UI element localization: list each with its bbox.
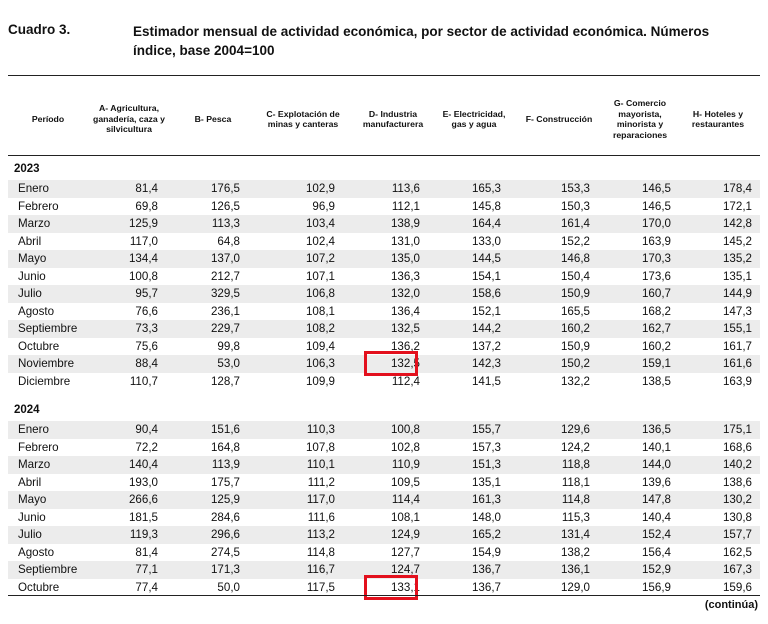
period-cell: Agosto (18, 304, 55, 318)
value-cell: 168,6 (722, 440, 752, 454)
value-cell: 124,9 (390, 528, 420, 541)
value-cell: 111,6 (307, 510, 335, 524)
value-cell: 81,4 (135, 545, 158, 559)
value-cell: 73,3 (135, 322, 158, 335)
period-cell: Abril (18, 475, 42, 489)
value-cell: 144,2 (471, 322, 501, 335)
value-cell: 133,0 (471, 234, 501, 248)
value-cell: 147,8 (641, 493, 671, 506)
value-cell: 125,9 (210, 493, 240, 506)
value-cell: 165,5 (560, 304, 590, 318)
value-cell: 119,3 (129, 528, 158, 541)
value-cell: 150,4 (560, 269, 590, 283)
period-cell: Enero (18, 182, 49, 195)
value-cell: 142,8 (722, 217, 752, 230)
period-cell: Marzo (18, 217, 51, 230)
value-cell: 150,2 (560, 357, 590, 370)
value-cell: 114,4 (391, 493, 420, 506)
value-cell: 161,4 (560, 217, 590, 230)
value-cell: 137,0 (210, 252, 240, 265)
period-cell: Febrero (18, 199, 59, 213)
value-cell: 133,1 (390, 580, 420, 594)
table-row (8, 439, 760, 457)
value-cell: 157,3 (471, 440, 501, 454)
value-cell: 150,9 (560, 287, 590, 300)
value-cell: 145,8 (471, 199, 501, 213)
value-cell: 162,5 (722, 545, 752, 559)
value-cell: 124,7 (390, 563, 420, 576)
value-cell: 114,8 (306, 545, 335, 559)
value-cell: 126,5 (210, 199, 240, 213)
value-cell: 136,7 (471, 580, 501, 594)
bottom-rule (8, 595, 760, 596)
value-cell: 53,0 (217, 357, 240, 370)
value-cell: 50,0 (217, 580, 240, 594)
value-cell: 153,3 (560, 182, 590, 195)
value-cell: 142,3 (471, 357, 501, 370)
header-mineria: C- Explotación de minas y canteras (266, 108, 340, 129)
value-cell: 130,8 (722, 510, 752, 524)
value-cell: 132,2 (560, 374, 590, 388)
value-cell: 150,9 (560, 339, 590, 353)
period-cell: Junio (18, 510, 46, 524)
value-cell: 136,4 (390, 304, 420, 318)
value-cell: 157,7 (722, 528, 752, 541)
value-cell: 147,3 (722, 304, 752, 318)
table-title: Estimador mensual de actividad económica, por sector de actividad económica. Números índice, base 2004=100 (133, 24, 710, 58)
value-cell: 109,9 (305, 374, 335, 388)
value-cell: 102,9 (305, 182, 335, 195)
value-cell: 163,9 (722, 374, 752, 388)
value-cell: 135,2 (722, 252, 752, 265)
header-hoteles: H- Hoteles y restaurantes (691, 108, 745, 129)
value-cell: 110,3 (306, 423, 335, 436)
value-cell: 115,3 (561, 510, 590, 524)
value-cell: 113,2 (306, 528, 335, 541)
period-cell: Mayo (18, 252, 47, 265)
value-cell: 108,1 (305, 304, 335, 318)
value-cell: 132,0 (390, 287, 420, 300)
value-cell: 124,2 (560, 440, 590, 454)
value-cell: 152,1 (471, 304, 501, 318)
value-cell: 107,2 (305, 252, 335, 265)
value-cell: 96,9 (312, 199, 335, 213)
value-cell: 160,2 (641, 339, 671, 353)
value-cell: 140,2 (722, 458, 752, 471)
table-row (8, 215, 760, 233)
table-row (8, 268, 760, 286)
value-cell: 113,6 (391, 182, 420, 195)
value-cell: 136,3 (390, 269, 420, 283)
value-cell: 99,8 (217, 339, 240, 353)
value-cell: 117,0 (129, 234, 158, 248)
value-cell: 161,3 (471, 493, 501, 506)
value-cell: 150,3 (560, 199, 590, 213)
value-cell: 140,4 (641, 510, 671, 524)
value-cell: 155,1 (722, 322, 752, 335)
value-cell: 110,7 (129, 374, 158, 388)
table-row (8, 285, 760, 303)
value-cell: 127,7 (390, 545, 420, 559)
value-cell: 135,1 (722, 269, 752, 283)
value-cell: 138,9 (390, 217, 420, 230)
value-cell: 154,9 (471, 545, 501, 559)
value-cell: 138,6 (722, 475, 752, 489)
table-row (8, 303, 760, 321)
value-cell: 140,1 (641, 440, 671, 454)
value-cell: 229,7 (210, 322, 240, 335)
header-construccion: F- Construcción (525, 113, 593, 124)
value-cell: 102,8 (390, 440, 420, 454)
period-cell: Septiembre (18, 563, 78, 576)
value-cell: 296,6 (210, 528, 240, 541)
value-cell: 113,3 (211, 217, 240, 230)
period-cell: Agosto (18, 545, 55, 559)
value-cell: 165,2 (471, 528, 501, 541)
value-cell: 171,3 (210, 563, 240, 576)
value-cell: 112,4 (391, 374, 420, 388)
value-cell: 77,4 (135, 580, 158, 594)
value-cell: 107,8 (305, 440, 335, 454)
period-cell: Julio (18, 528, 42, 541)
table-row (8, 456, 760, 474)
value-cell: 144,5 (471, 252, 501, 265)
period-cell: Septiembre (18, 322, 78, 335)
table-row (8, 474, 760, 492)
value-cell: 134,4 (128, 252, 158, 265)
value-cell: 274,5 (210, 545, 240, 559)
value-cell: 132,5 (390, 322, 420, 335)
value-cell: 175,1 (722, 423, 752, 436)
value-cell: 95,7 (135, 287, 158, 300)
value-cell: 170,0 (641, 217, 671, 230)
value-cell: 129,0 (560, 580, 590, 594)
value-cell: 114,8 (561, 493, 590, 506)
value-cell: 113,9 (211, 458, 240, 471)
table-header (8, 90, 760, 148)
value-cell: 236,1 (210, 304, 240, 318)
value-cell: 167,3 (722, 563, 752, 576)
period-cell: Enero (18, 423, 49, 436)
value-cell: 118,1 (561, 475, 590, 489)
period-cell: Octubre (18, 339, 60, 353)
value-cell: 151,6 (210, 423, 240, 436)
value-cell: 148,0 (471, 510, 501, 524)
header-periodo: Período (31, 113, 65, 124)
value-cell: 152,4 (641, 528, 671, 541)
value-cell: 125,9 (128, 217, 158, 230)
table-row (8, 180, 760, 198)
value-cell: 146,8 (560, 252, 590, 265)
value-cell: 102,4 (305, 234, 335, 248)
value-cell: 159,6 (722, 580, 752, 594)
value-cell: 161,7 (722, 339, 752, 353)
table-row (8, 233, 760, 251)
value-cell: 146,5 (641, 199, 671, 213)
value-cell: 172,1 (722, 199, 752, 213)
value-cell: 75,6 (135, 339, 158, 353)
value-cell: 88,4 (135, 357, 158, 370)
value-cell: 129,6 (560, 423, 590, 436)
value-cell: 131,4 (560, 528, 590, 541)
period-cell: Abril (18, 234, 42, 248)
value-cell: 162,7 (641, 322, 671, 335)
header-comercio: G- Comercio mayorista, minorista y reparaciones (612, 98, 668, 140)
period-cell: Diciembre (18, 374, 71, 388)
value-cell: 137,2 (471, 339, 501, 353)
header-pesca: B- Pesca (194, 113, 232, 124)
value-cell: 158,6 (471, 287, 501, 300)
value-cell: 110,1 (306, 458, 335, 471)
value-cell: 181,5 (128, 510, 158, 524)
value-cell: 136,2 (390, 339, 420, 353)
value-cell: 140,4 (128, 458, 158, 471)
value-cell: 135,0 (390, 252, 420, 265)
value-cell: 64,8 (217, 234, 240, 248)
value-cell: 176,5 (210, 182, 240, 195)
value-cell: 160,2 (560, 322, 590, 335)
table-row (8, 421, 760, 439)
table-row (8, 250, 760, 268)
value-cell: 111,2 (307, 475, 335, 489)
value-cell: 154,1 (471, 269, 501, 283)
value-cell: 76,6 (135, 304, 158, 318)
table-row (8, 198, 760, 216)
value-cell: 138,5 (641, 374, 671, 388)
table-row (8, 320, 760, 338)
value-cell: 151,3 (471, 458, 501, 471)
value-cell: 131,0 (390, 234, 420, 248)
value-cell: 77,1 (135, 563, 158, 576)
value-cell: 159,1 (641, 357, 671, 370)
value-cell: 132,5 (390, 357, 420, 370)
period-cell: Julio (18, 287, 42, 300)
value-cell: 135,1 (471, 475, 501, 489)
value-cell: 81,4 (135, 182, 158, 195)
highlight-box (364, 351, 418, 376)
period-cell: Mayo (18, 493, 47, 506)
table-row (8, 544, 760, 562)
value-cell: 170,3 (641, 252, 671, 265)
value-cell: 109,4 (305, 339, 335, 353)
value-cell: 164,8 (210, 440, 240, 454)
value-cell: 112,1 (391, 199, 420, 213)
value-cell: 178,4 (722, 182, 752, 195)
value-cell: 103,4 (305, 217, 335, 230)
value-cell: 128,7 (210, 374, 240, 388)
table-number: Cuadro 3. (8, 22, 71, 37)
value-cell: 108,1 (390, 510, 420, 524)
value-cell: 136,5 (641, 423, 671, 436)
value-cell: 155,7 (471, 423, 501, 436)
year-label: 2024 (14, 404, 40, 416)
value-cell: 118,8 (561, 458, 590, 471)
value-cell: 116,7 (306, 563, 335, 576)
table-row (8, 491, 760, 509)
value-cell: 152,9 (641, 563, 671, 576)
value-cell: 100,8 (128, 269, 158, 283)
value-cell: 138,2 (560, 545, 590, 559)
value-cell: 108,2 (305, 322, 335, 335)
header-electricidad: E- Electricidad, gas y agua (442, 108, 506, 129)
value-cell: 90,4 (135, 423, 158, 436)
value-cell: 144,0 (641, 458, 671, 471)
value-cell: 139,6 (641, 475, 671, 489)
value-cell: 130,2 (722, 493, 752, 506)
value-cell: 100,8 (390, 423, 420, 436)
value-cell: 329,5 (210, 287, 240, 300)
value-cell: 156,4 (641, 545, 671, 559)
value-cell: 109,5 (390, 475, 420, 489)
value-cell: 110,9 (391, 458, 420, 471)
value-cell: 168,2 (641, 304, 671, 318)
period-cell: Marzo (18, 458, 51, 471)
value-cell: 212,7 (210, 269, 240, 283)
value-cell: 163,9 (641, 234, 671, 248)
period-cell: Noviembre (18, 357, 75, 370)
year-label: 2023 (14, 163, 40, 175)
top-rule (8, 75, 760, 76)
value-cell: 136,1 (560, 563, 590, 576)
header-rule (8, 155, 760, 156)
table-row (8, 509, 760, 527)
header-agricultura: A- Agricultura, ganadería, caza y silvicultura (93, 103, 165, 135)
value-cell: 156,9 (641, 580, 671, 594)
value-cell: 161,6 (722, 357, 752, 370)
value-cell: 69,8 (135, 199, 158, 213)
value-cell: 193,0 (128, 475, 158, 489)
value-cell: 284,6 (210, 510, 240, 524)
period-cell: Junio (18, 269, 46, 283)
header-industria: D- Industria manufacturera (362, 108, 424, 129)
period-cell: Febrero (18, 440, 59, 454)
period-cell: Octubre (18, 580, 60, 594)
value-cell: 144,9 (722, 287, 752, 300)
value-cell: 160,7 (641, 287, 671, 300)
value-cell: 152,2 (560, 234, 590, 248)
value-cell: 146,5 (641, 182, 671, 195)
table-row (8, 526, 760, 544)
value-cell: 106,3 (305, 357, 335, 370)
value-cell: 117,0 (306, 493, 335, 506)
value-cell: 117,5 (306, 580, 335, 594)
value-cell: 107,1 (305, 269, 335, 283)
value-cell: 106,8 (305, 287, 335, 300)
value-cell: 145,2 (722, 234, 752, 248)
value-cell: 136,7 (471, 563, 501, 576)
continua-note: (continúa) (704, 599, 758, 611)
value-cell: 72,2 (135, 440, 158, 454)
value-cell: 164,4 (471, 217, 501, 230)
value-cell: 165,3 (471, 182, 501, 195)
value-cell: 266,6 (128, 493, 158, 506)
value-cell: 173,6 (641, 269, 671, 283)
value-cell: 175,7 (210, 475, 240, 489)
value-cell: 141,5 (471, 374, 501, 388)
